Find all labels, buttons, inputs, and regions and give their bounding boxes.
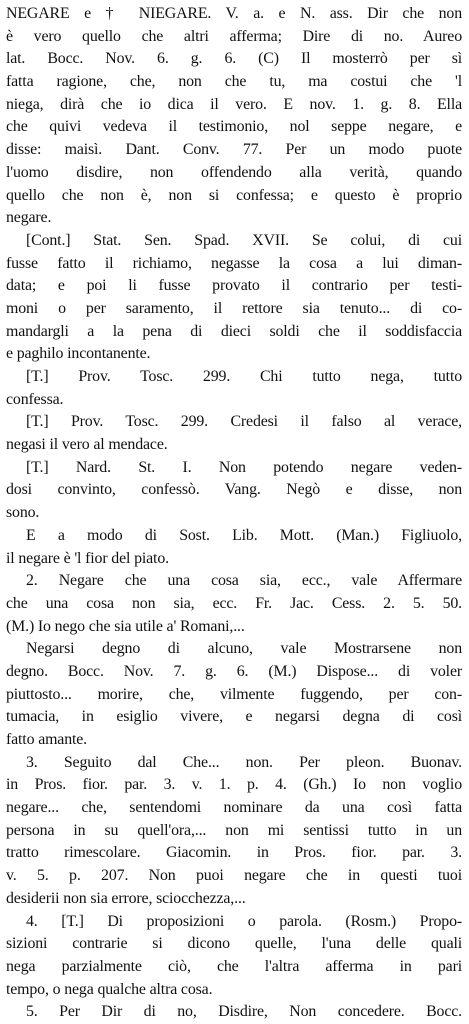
- entry-line: il negare è 'l fior del piato.: [6, 549, 169, 567]
- entry-line: tratto rimescolare. Giacomin. in Pros. fior. par. 3.: [6, 844, 462, 862]
- entry-line: dosi convinto, confessò. Vang. Negò e disse, non: [6, 481, 462, 499]
- entry-line: nega parzialmente ciò, che l'altra afferma in pari: [6, 957, 462, 975]
- entry-line: l'uomo disdire, non offendendo alla verità, quando: [6, 163, 462, 181]
- entry-line: [T.] Nard. St. I. Non potendo negare veden-: [26, 458, 462, 476]
- entry-line: tempo, o nega qualche altra cosa.: [6, 980, 213, 998]
- entry-line: Negarsi degno di alcuno, vale Mostrarsene non: [26, 640, 462, 658]
- entry-line: data; e poi li fusse provato il contrario per testi-: [6, 277, 462, 295]
- entry-line: tumacia, in esiglio vivere, e negarsi degna di così: [6, 708, 462, 726]
- entry-line: moni o per saramento, il rettore sia tenuto... di co-: [6, 299, 462, 317]
- entry-line: 3. Seguito dal Che... non. Per pleon. Buonav.: [26, 753, 462, 771]
- entry-line: disse: maisì. Dant. Conv. 77. Per un modo puote: [6, 141, 462, 159]
- entry-line: mandargli a la pena di dieci soldi che il soddisfaccia: [6, 322, 462, 340]
- entry-line: [T.] Prov. Tosc. 299. Credesi il falso al verace,: [26, 413, 462, 431]
- entry-line: che una cosa non sia, ecc. Fr. Jac. Cess. 2. 5. 50.: [6, 594, 462, 612]
- entry-line: fusse fatto il richiamo, negasse la cosa a lui diman-: [6, 254, 462, 272]
- entry-line: e paghilo incontanente.: [6, 345, 151, 363]
- entry-line: desiderii non sia errore, sciocchezza,...: [6, 889, 246, 907]
- entry-line: confessa.: [6, 390, 64, 408]
- entry-line: [Cont.] Stat. Sen. Spad. XVII. Se colui, di cui: [26, 231, 462, 249]
- entry-line: quello che non è, non si confessa; e questo è proprio: [6, 186, 462, 204]
- entry-line: 2. Negare che una cosa sia, ecc., vale Affermare: [26, 572, 462, 590]
- entry-line: che quivi vedeva il testimonio, nol seppe negare, e: [6, 118, 462, 136]
- entry-line: negare... che, sentendomi nominare da una così fatta: [6, 799, 462, 817]
- entry-line: persona in su quell'ora,... non mi sentissi tutto in un: [6, 821, 462, 839]
- entry-line: sizioni contrarie si dicono quelle, l'una delle quali: [6, 935, 462, 953]
- entry-line: (M.) Io nego che sia utile a' Romani,...: [6, 617, 245, 635]
- entry-line: in Pros. fior. par. 3. v. 1. p. 4. (Gh.) Io non voglio: [6, 776, 462, 794]
- entry-line: E a modo di Sost. Lib. Mott. (Man.) Figliuolo,: [26, 526, 462, 544]
- entry-line: [T.] Prov. Tosc. 299. Chi tutto nega, tutto: [26, 368, 462, 385]
- entry-line: fatto amante.: [6, 731, 87, 748]
- entry-line: degno. Bocc. Nov. 7. g. 6. (M.) Dispose... di voler: [6, 662, 462, 680]
- entry-line: NEGARE e † NIEGARE. V. a. e N. ass. Dir che non: [6, 5, 462, 22]
- entry-line: fatta ragione, che, non che tu, ma costui che 'l: [6, 73, 462, 91]
- entry-line: 5. Per Dir di no, Disdire, Non concedere. Bocc.: [26, 1003, 462, 1021]
- entry-line: è vero quello che altri afferma; Dire di no. Aureo: [6, 27, 462, 45]
- entry-line: sono.: [6, 504, 40, 522]
- entry-line: v. 5. p. 207. Non puoi negare che in questi tuoi: [6, 867, 462, 885]
- entry-line: niega, dirà che io dica il vero. E nov. 1. g. 8. Ella: [6, 95, 462, 113]
- entry-line: negare.: [6, 209, 52, 227]
- entry-line: 4. [T.] Di proposizioni o parola. (Rosm.) Propo-: [26, 912, 462, 930]
- entry-line: lat. Bocc. Nov. 6. g. 6. (C) Il mosterrò per sì: [6, 50, 462, 68]
- entry-line: piuttosto... morire, che, vilmente fuggendo, per con-: [6, 685, 462, 703]
- entry-line: negasi il vero al mendace.: [6, 436, 168, 454]
